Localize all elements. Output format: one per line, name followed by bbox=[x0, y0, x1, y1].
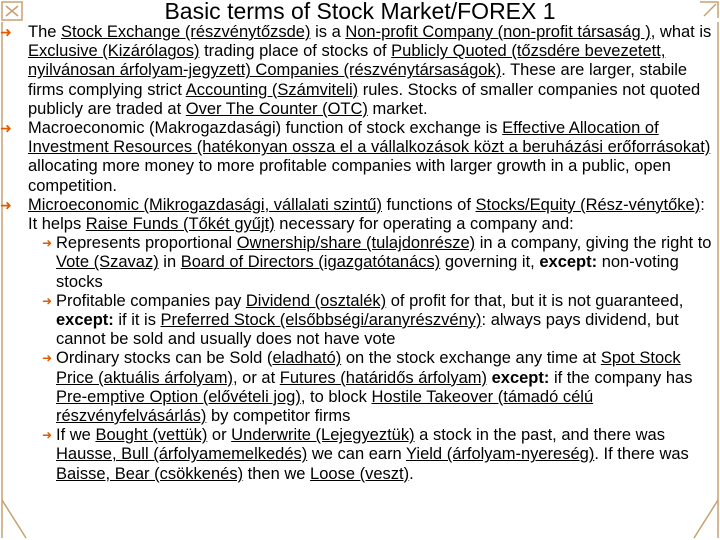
arrow-sub-bullet-icon: ➜ bbox=[42, 428, 53, 443]
term-raise-funds: Raise Funds (Tőkét gyűjt) bbox=[85, 215, 275, 234]
bullet-list bbox=[0, 23, 718, 484]
arrow-sub-bullet-icon: ➜ bbox=[42, 351, 53, 366]
bullet-microeconomic: ➜ Microeconomic (Mikrogazdasági, vállalati szintű) functions of Stocks/Equity (Rész-vénytőke): It helps Raise Funds (Tőkét gyűjt) necessary for operating a company and: bbox=[0, 195, 705, 234]
term-eladhato: eladható) bbox=[272, 349, 342, 368]
bullet-stock-exchange: ➜ The Stock Exchange (részvénytőzsde) is a Non-profit Company (non-profit társaság ), what is Exclusive (Kizárólagos) trading place of stocks of Publicly Quoted (tőzsdére bevezetett, nyilvánosan árfolyam-jegyzett) Companies (részvénytársaságok). These are larger, stabile firms complying strict Accounting (Számviteli) rules. Stocks of smaller companies not quoted publicly are traded at Over The Counter (OTC) market. bbox=[0, 23, 712, 118]
bullet-macroeconomic: ➜ Macroeconomic (Makrogazdasági) function of stock exchange is Effective Allocation of Investment Resources (hatékonyan ossza el a vállalkozások közt a beruházási erőforrásokat) allocating more money to more profitable companies with larger growth in a public, open competition. bbox=[0, 119, 711, 195]
except-label: except: bbox=[56, 311, 114, 330]
bottom-right-diagonal bbox=[694, 500, 718, 538]
bottom-left-diagonal bbox=[2, 500, 26, 538]
term-yield: Yield (árfolyam-nyereség) bbox=[406, 445, 595, 464]
term-spot-stock-price: Spot Stock Price (aktuális árfolyam) bbox=[56, 349, 681, 387]
term-accounting: Accounting (Számviteli) bbox=[185, 80, 359, 99]
arrow-bullet-icon: ➜ bbox=[0, 120, 12, 137]
except-label: except: bbox=[539, 253, 598, 272]
arrow-bullet-icon: ➜ bbox=[0, 196, 12, 213]
term-board-of-directors: Board of Directors (igazgatótanács) bbox=[180, 253, 441, 272]
term-baisse-bear: Baisse, Bear (csökkenés) bbox=[56, 464, 244, 483]
term-stocks-equity: Stocks/Equity (Rész-vénytőke) bbox=[475, 195, 701, 214]
sub-bullet-dividend: ➜ Profitable companies pay Dividend (osztalék) of profit for that, but it is not guaranteed, except: if it is Preferred Stock (elsőbbségi/aranyrészvény): always pays dividend, but cannot be sold and usually does not have vote bbox=[42, 291, 684, 349]
sub-bullet-yield: ➜ If we Bought (vettük) or Underwrite (Lejegyeztük) a stock in the past, and there was Hausse, Bull (árfolyamemelkedés) we can earn Yield (árfolyam-nyereség). If there was Baisse, Bear (csökkenés) then we Loose (veszt). bbox=[42, 426, 689, 483]
term-publicly-quoted-companies: Publicly Quoted (tőzsdére bevezetett, nyilvánosan árfolyam-jegyzett) Companies (részvénytársaságok) bbox=[28, 42, 666, 80]
term-underwrite: Underwrite (Lejegyeztük) bbox=[231, 426, 415, 445]
term-otc: Over The Counter (OTC) bbox=[185, 99, 368, 118]
term-pre-emptive-option: Pre-emptive Option (elővételi jog) bbox=[56, 387, 301, 406]
term-bought: Bought (vettük) bbox=[95, 426, 208, 445]
term-futures: Futures (határidős árfolyam) bbox=[279, 368, 487, 387]
term-vote: Vote (Szavaz) bbox=[56, 253, 159, 272]
sub-bullet-ownership: ➜ Represents proportional Ownership/share (tulajdonrésze) in a company, giving the right to Vote (Szavaz) in Board of Directors (igazgatótanács) governing it, except: non-voting stocks bbox=[42, 234, 712, 291]
term-microeconomic: Microeconomic (Mikrogazdasági, vállalati szintű) bbox=[28, 195, 382, 214]
term-preferred-stock: Preferred Stock (elsőbbségi/aranyrészvény) bbox=[160, 311, 482, 330]
term-non-profit-company: Non-profit Company (non-profit társaság ) bbox=[345, 23, 651, 41]
term-hausse-bull: Hausse, Bull (árfolyamemelkedés) bbox=[56, 445, 308, 464]
term-effective-allocation: Effective Allocation of Investment Resources (hatékonyan ossza el a vállalkozások közt a beruházási erőforrásokat) bbox=[28, 119, 711, 157]
term-exclusive: Exclusive (Kizárólagos) bbox=[28, 42, 200, 61]
term-dividend: Dividend (osztalék) bbox=[245, 291, 387, 310]
arrow-bullet-icon: ➜ bbox=[0, 24, 12, 40]
term-ownership-share: Ownership/share (tulajdonrésze) bbox=[236, 234, 476, 253]
term-loose: Loose (veszt) bbox=[310, 464, 410, 483]
term-hostile-takeover: Hostile Takeover (támadó célú részvényfelvásárlás) bbox=[56, 387, 594, 426]
arrow-sub-bullet-icon: ➜ bbox=[42, 236, 53, 251]
except-label: except: bbox=[491, 368, 550, 387]
sub-bullet-ordinary-stocks: ➜ Ordinary stocks can be Sold (eladható) on the stock exchange any time at Spot Stock Price (aktuális árfolyam), or at Futures (határidős árfolyam) except: if the company has Pre-emptive Option (elővételi jog), to block Hostile Takeover (támadó célú részvényfelvásárlás) by competitor firms bbox=[42, 349, 693, 426]
slide-title: Basic terms of Stock Market/FOREX 1 bbox=[164, 0, 556, 24]
arrow-sub-bullet-icon: ➜ bbox=[42, 293, 53, 308]
term-stock-exchange: Stock Exchange (részvénytőzsde) bbox=[61, 23, 311, 41]
